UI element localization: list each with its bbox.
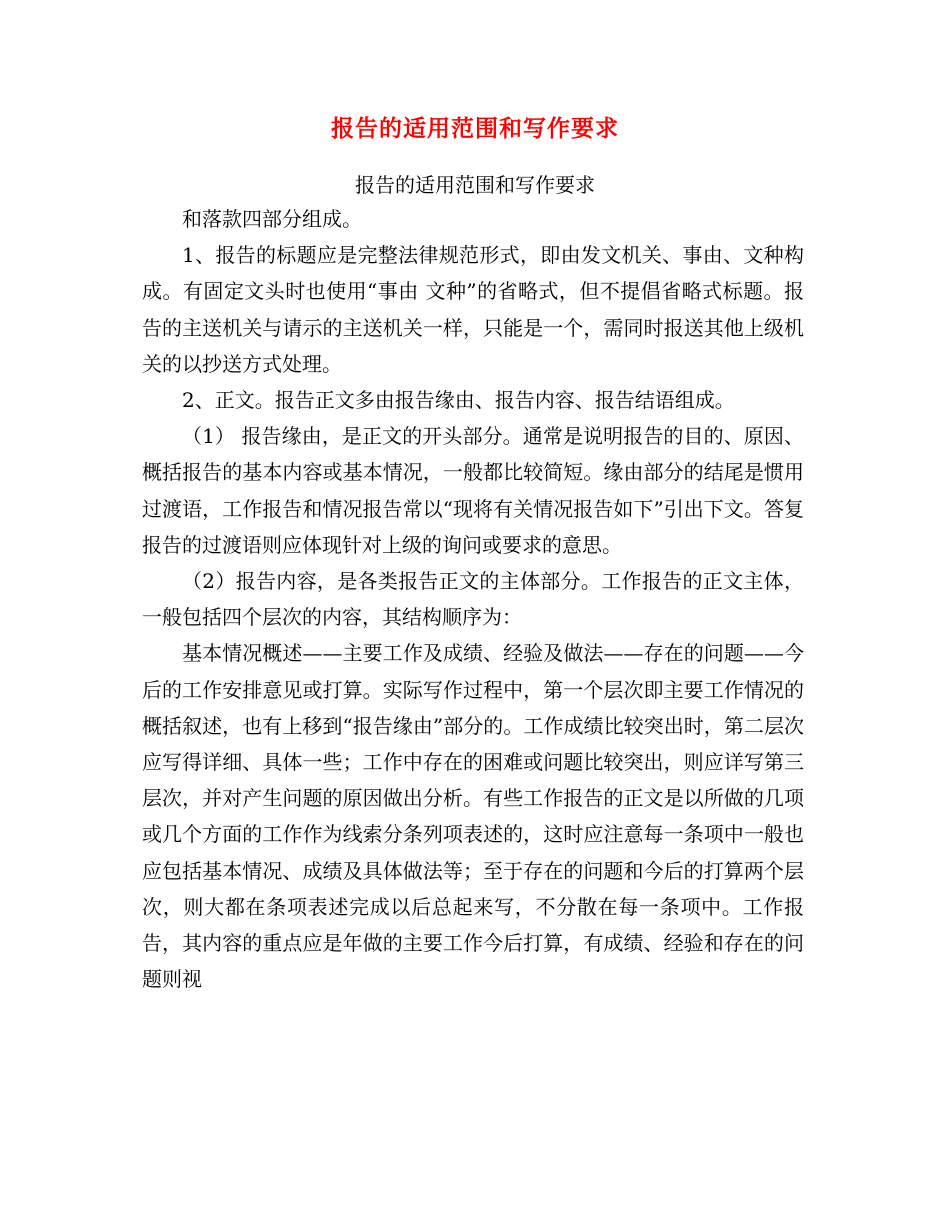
paragraph-report-reason: （1） 报告缘由，是正文的开头部分。通常是说明报告的目的、原因、概括报告的基本内容或基本情况，一般都比较简短。缘由部分的结尾是惯用过渡语，工作报告和情况报告常以“现将有关情况报告如下”引出下文。答复报告的过渡语则应体现针对上级的询问或要求的意思。	[142, 424, 804, 557]
paragraph-report-content: （2）报告内容，是各类报告正文的主体部分。工作报告的正文主体，一般包括四个层次的内容，其结构顺序为：	[142, 569, 804, 630]
document-body	[142, 201, 804, 997]
paragraph-title-rules: 1、报告的标题应是完整法律规范形式，即由发文机关、事由、文种构成。有固定文头时也使用“事由 文种”的省略式，但不提倡省略式标题。报告的主送机关与请示的主送机关一样，只能是一个，需同时报送其他上级机关的以抄送方式处理。	[142, 243, 804, 376]
document-subtitle: 报告的适用范围和写作要求	[355, 173, 595, 197]
paragraph-structure-order: 基本情况概述——主要工作及成绩、经验及做法——存在的问题——今后的工作安排意见或打算。实际写作过程中，第一个层次即主要工作情况的概括叙述，也有上移到“报告缘由”部分的。工作成绩比较突出时，第二层次应写得详细、具体一些；工作中存在的困难或问题比较突出，则应详写第三层次，并对产生问题的原因做出分析。有些工作报告的正文是以所做的几项或几个方面的工作作为线索分条列项表述的，这时应注意每一条项中一般也应包括基本情况、成绩及具体做法等；至于存在的问题和今后的打算两个层次，则大都在条项表述完成以后总起来写，不分散在每一条项中。工作报告，其内容的重点应是年做的主要工作今后打算，有成绩、经验和存在的问题则视	[142, 641, 804, 992]
document-title: 报告的适用范围和写作要求	[331, 115, 619, 142]
paragraph-closing-fragment: 和落款四部分组成。	[182, 207, 362, 231]
paragraph-main-text: 2、正文。报告正文多由报告缘由、报告内容、报告结语组成。	[182, 388, 735, 413]
